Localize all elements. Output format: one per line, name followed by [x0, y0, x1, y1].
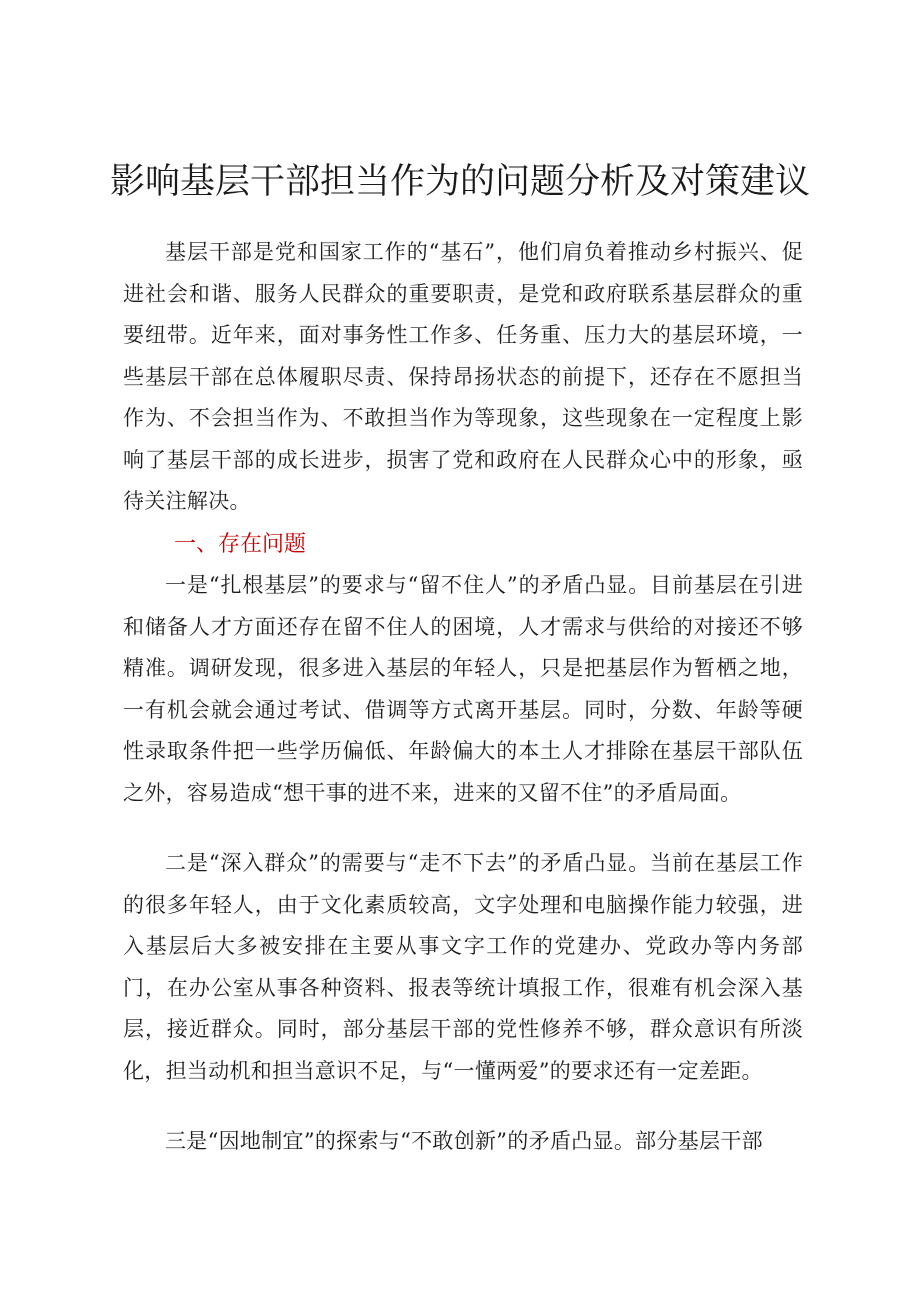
paragraph-second-problem: 二是“深入群众”的需要与“走不下去”的矛盾凸显。当前在基层工作的很多年轻人，由于文化素质较高，文字处理和电脑操作能力较强，进入基层后大多被安排在主要从事文字工作的党建办、党政办等内务部门，在办公室从事各种资料、报表等统计填报工作，很难有机会深入基层，接近群众。同时，部分基层干部的党性修养不够，群众意识有所淡化，担当动机和担当意识不足，与“一懂两爱”的要求还有一定差距。	[123, 851, 803, 1083]
paragraph-third-problem: 三是“因地制宜”的探索与“不敢创新”的矛盾凸显。部分基层干部	[165, 1129, 763, 1153]
section-heading-problems: 一、存在问题	[174, 532, 307, 557]
paragraph-first-problem: 一是“扎根基层”的要求与“留不住人”的矛盾凸显。目前基层在引进和储备人才方面还存在留不住人的困境，人才需求与供给的对接还不够精准。调研发现，很多进入基层的年轻人，只是把基层作为暂栖之地，一有机会就会通过考试、借调等方式离开基层。同时，分数、年龄等硬性录取条件把一些学历偏低、年龄偏大的本土人才排除在基层干部队伍之外，容易造成“想干事的进不来，进来的又留不住”的矛盾局面。	[123, 573, 803, 805]
intro-paragraph: 基层干部是党和国家工作的“基石”，他们肩负着推动乡村振兴、促进社会和谐、服务人民群众的重要职责，是党和政府联系基层群众的重要纽带。近年来，面对事务性工作多、任务重、压力大的基层环境，一些基层干部在总体履职尽责、保持昂扬状态的前提下，还存在不愿担当作为、不会担当作为、不敢担当作为等现象，这些现象在一定程度上影响了基层干部的成长进步，损害了党和政府在人民群众心中的形象，亟待关注解决。	[123, 240, 803, 513]
document-title: 影响基层干部担当作为的问题分析及对策建议	[109, 162, 810, 202]
